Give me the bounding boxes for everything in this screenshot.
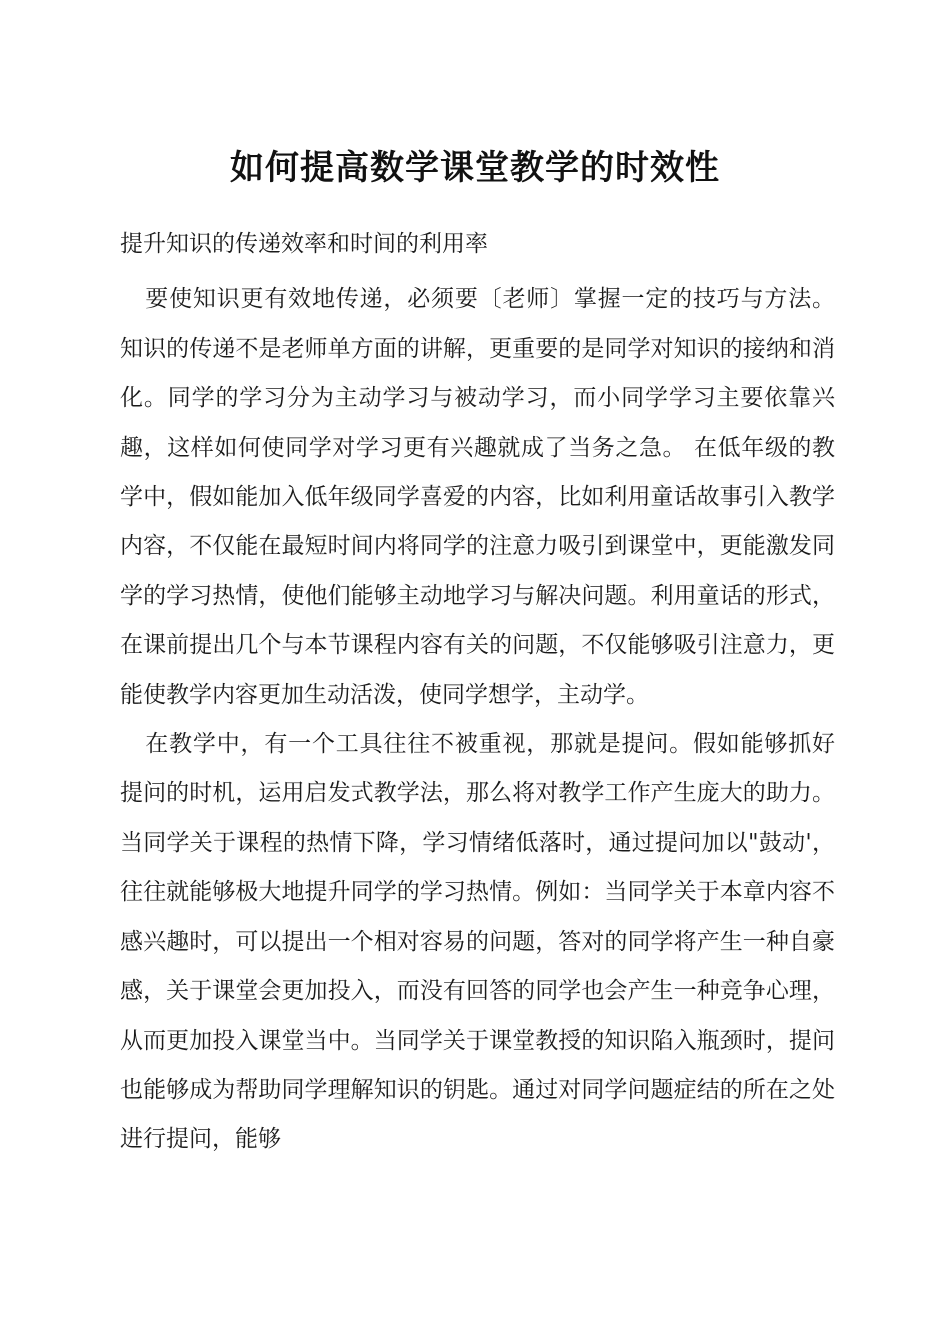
body-paragraph-1: 要使知识更有效地传递，必须要〔老师〕掌握一定的技巧与方法。知识的传递不是老师单方面的讲解，更重要的是同学对知识的接纳和消化。同学的学习分为主动学习与被动学习，而小同学学习主要依靠兴趣，这样如何使同学对学习更有兴趣就成了当务之急。 在低年级的教学中，假如能加入低年级同学喜爱的内容，比如利用童话故事引入教学内容，不仅能在最短时间内将同学的注意力吸引到课堂中，更能激发同学的学习热情，使他们能够主动地学习与解决问题。利用童话的形式，在课前提出几个与本节课程内容有关的问题，不仅能够吸引注意力，更能使教学内容更加生动活泼，使同学想学，主动学。 <box>120 286 835 708</box>
body-paragraph-2: 在教学中，有一个工具往往不被重视，那就是提问。假如能够抓好提问的时机，运用启发式教学法，那么将对教学工作产生庞大的助力。当同学关于课程的热情下降，学习情绪低落时，通过提问加以"鼓动'，往往就能够极大地提升同学的学习热情。例如：当同学关于本章内容不感兴趣时，可以提出一个相对容易的问题，答对的同学将产生一种自豪感，关于课堂会更加投入，而没有回答的同学也会产生一种竞争心理，从而更加投入课堂当中。当同学关于课堂教授的知识陷入瓶颈时，提问也能够成为帮助同学理解知识的钥匙。通过对同学问题症结的所在之处进行提问，能够 <box>120 731 835 1153</box>
document-title: 如何提高数学课堂教学的时效性 <box>230 148 720 188</box>
document-body <box>120 220 835 1165</box>
section-subheading: 提升知识的传递效率和时间的利用率 <box>120 231 488 257</box>
